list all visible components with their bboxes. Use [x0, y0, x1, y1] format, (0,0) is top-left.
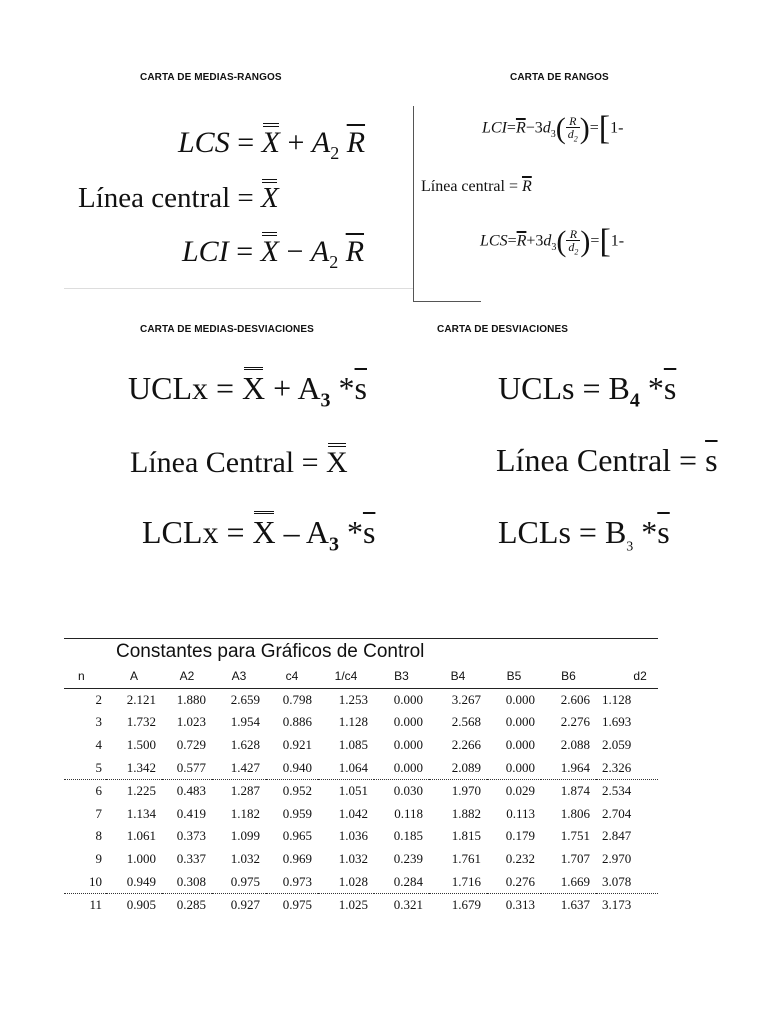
column-header-b6: B6 — [541, 665, 596, 688]
cell-a2: 0.285 — [162, 893, 212, 916]
column-header-b5: B5 — [487, 665, 541, 688]
cell-1-c4: 1.253 — [338, 691, 368, 707]
bottom-divider — [413, 301, 481, 302]
column-header-c4: c4 — [266, 665, 318, 688]
cell-1-c4: 1.025 — [318, 893, 374, 916]
table-title: Constantes para Gráficos de Control — [64, 639, 658, 666]
heading-medias-desviaciones: CARTA DE MEDIAS-DESVIACIONES — [140, 324, 314, 335]
cell-c4: 0.959 — [282, 805, 312, 821]
formula-central-rangos: Línea central = $\overline{R}$ — [421, 178, 532, 195]
vertical-divider — [413, 106, 414, 302]
cell-b6: 2.606 — [560, 691, 590, 707]
cell-b3: 0.185 — [393, 828, 423, 844]
cell-a2: 0.729 — [176, 737, 206, 753]
cell-c4: 0.952 — [266, 779, 318, 802]
table-row — [64, 779, 658, 802]
central-label: Línea central — [78, 182, 231, 214]
cell-b3: 0.000 — [393, 737, 423, 753]
cell-b4: 1.970 — [429, 779, 487, 802]
cell-a3: 1.287 — [212, 779, 266, 802]
cell-b4: 3.267 — [451, 691, 481, 707]
formula-ucl-x: UCLx = $X + A_3$ $*\overline{s}$ — [128, 370, 367, 412]
cell-b3: 0.000 — [393, 759, 423, 775]
cell-a: 0.905 — [106, 893, 162, 916]
cell-b5: 0.313 — [487, 893, 541, 916]
cell-a3: 2.659 — [230, 691, 260, 707]
cell-c4: 0.798 — [282, 691, 312, 707]
table-row — [64, 734, 658, 757]
cell-a2: 0.337 — [176, 851, 206, 867]
table-row — [64, 870, 658, 893]
cell-b4: 2.266 — [451, 737, 481, 753]
cell-b5: 0.232 — [505, 851, 535, 867]
lcs-label: LCS — [178, 126, 230, 159]
cell-n: 3 — [95, 714, 102, 730]
r-central-label: Línea central — [421, 178, 505, 195]
cell-b4: 1.761 — [451, 851, 481, 867]
cell-1-c4: 1.051 — [318, 779, 374, 802]
cell-d2: 2.059 — [602, 737, 632, 753]
cell-1-c4: 1.064 — [338, 759, 368, 775]
cell-a2: 0.308 — [176, 873, 206, 889]
cell-a3: 1.099 — [230, 828, 260, 844]
cell-b3: 0.030 — [374, 779, 429, 802]
cell-d2: 2.534 — [596, 779, 658, 802]
cell-b5: 0.000 — [505, 737, 535, 753]
cell-b6: 1.964 — [560, 759, 590, 775]
cell-a: 1.000 — [126, 851, 156, 867]
formula-lcl-s: LCLs = $B_3$ $*\overline{s}$ — [498, 514, 670, 555]
formula-lci-medias: LCI = $X - A_2$ $\overline{R}$ — [182, 235, 365, 272]
cell-b3: 0.239 — [393, 851, 423, 867]
cell-b6: 1.874 — [541, 779, 596, 802]
formula-central-x: Línea Central = X — [130, 446, 348, 479]
cell-a: 1.732 — [126, 714, 156, 730]
formula-lci-rangos: $LCI=\overline{R}-3d_3$( $\frac{R}{d_2}$ )=[1- — [482, 110, 624, 147]
lcl-s-label: LCLs — [498, 514, 571, 550]
formula-central-medias: Línea central = X — [78, 182, 279, 214]
ucl-s-label: UCLs — [498, 370, 575, 406]
cell-d2: 1.128 — [602, 691, 632, 707]
cell-d2: 2.970 — [602, 851, 632, 867]
cell-b3: 0.321 — [374, 893, 429, 916]
table-row — [64, 711, 658, 734]
heading-medias-rangos: CARTA DE MEDIAS-RANGOS — [140, 72, 282, 83]
r-lcs-label: LCS — [480, 232, 508, 250]
table-row — [64, 848, 658, 871]
cell-b6: 2.276 — [560, 714, 590, 730]
cell-a2: 0.483 — [162, 779, 212, 802]
cell-a3: 1.628 — [230, 737, 260, 753]
cell-b4: 1.679 — [429, 893, 487, 916]
md-central-label: Línea Central — [130, 446, 295, 479]
cell-a3: 1.032 — [230, 851, 260, 867]
cell-b3: 0.000 — [393, 691, 423, 707]
cell-n: 2 — [95, 691, 102, 707]
cell-1-c4: 1.042 — [338, 805, 368, 821]
cell-c4: 0.973 — [282, 873, 312, 889]
table-body — [64, 688, 658, 916]
lci-label: LCI — [182, 235, 229, 268]
cell-n: 4 — [95, 737, 102, 753]
table-row — [64, 756, 658, 779]
cell-b5: 0.000 — [505, 691, 535, 707]
cell-d2: 2.704 — [602, 805, 632, 821]
cell-b5: 0.000 — [505, 759, 535, 775]
formula-central-s: Línea Central = $\overline{s}$ — [496, 442, 718, 478]
constants-table — [64, 638, 658, 917]
d-central-label: Línea Central — [496, 442, 672, 478]
cell-b6: 1.707 — [560, 851, 590, 867]
cell-a3: 1.954 — [230, 714, 260, 730]
cell-a: 1.342 — [126, 759, 156, 775]
cell-b5: 0.000 — [505, 714, 535, 730]
table-row — [64, 803, 658, 826]
table-header-row — [64, 665, 658, 688]
cell-d2: 2.326 — [602, 759, 632, 775]
cell-1-c4: 1.128 — [338, 714, 368, 730]
cell-b4: 1.815 — [451, 828, 481, 844]
cell-1-c4: 1.028 — [338, 873, 368, 889]
cell-a2: 1.023 — [176, 714, 206, 730]
cell-b4: 2.089 — [451, 759, 481, 775]
column-header-a3: A3 — [212, 665, 266, 688]
cell-b6: 2.088 — [560, 737, 590, 753]
table-row — [64, 825, 658, 848]
cell-n: 5 — [95, 759, 102, 775]
cell-b4: 1.716 — [451, 873, 481, 889]
formula-lcl-x: LCLx = X – $A_3$ $*\overline{s}$ — [142, 514, 376, 556]
cell-c4: 0.965 — [282, 828, 312, 844]
cell-b5: 0.113 — [506, 805, 535, 821]
cell-b5: 0.179 — [505, 828, 535, 844]
cell-b6: 1.806 — [560, 805, 590, 821]
formula-lcs-medias: LCS = $X + A_2$ $\overline{R}$ — [178, 126, 366, 163]
cell-b4: 1.882 — [451, 805, 481, 821]
cell-d2: 3.173 — [596, 893, 658, 916]
separator-line — [64, 288, 414, 289]
cell-b3: 0.000 — [393, 714, 423, 730]
cell-a2: 0.577 — [176, 759, 206, 775]
cell-a: 1.134 — [126, 805, 156, 821]
cell-b6: 1.751 — [560, 828, 590, 844]
cell-b3: 0.118 — [394, 805, 423, 821]
cell-c4: 0.921 — [282, 737, 312, 753]
cell-b5: 0.029 — [487, 779, 541, 802]
cell-c4: 0.940 — [282, 759, 312, 775]
cell-b3: 0.284 — [393, 873, 423, 889]
cell-b6: 1.637 — [541, 893, 596, 916]
r-lci-label: LCI — [482, 119, 507, 137]
cell-a: 2.121 — [126, 691, 156, 707]
table-row — [64, 688, 658, 711]
cell-a: 1.225 — [106, 779, 162, 802]
cell-c4: 0.969 — [282, 851, 312, 867]
formula-ucl-s: UCLs = $B_4$ $*\overline{s}$ — [498, 370, 677, 412]
cell-d2: 3.078 — [602, 873, 632, 889]
heading-rangos: CARTA DE RANGOS — [510, 72, 609, 83]
cell-b4: 2.568 — [451, 714, 481, 730]
cell-a: 1.500 — [126, 737, 156, 753]
cell-n: 8 — [95, 828, 102, 844]
cell-a: 1.061 — [126, 828, 156, 844]
cell-n: 9 — [95, 851, 102, 867]
formula-lcs-rangos: $LCS=\overline{R}+3d_3$( $\frac{R}{d_2}$ )=[1- — [480, 223, 625, 260]
cell-a3: 1.182 — [230, 805, 260, 821]
column-header-1-c4: 1/c4 — [318, 665, 374, 688]
cell-n: 11 — [64, 893, 106, 916]
lcl-x-label: LCLx — [142, 514, 219, 550]
cell-a2: 0.373 — [176, 828, 206, 844]
cell-a3: 0.927 — [212, 893, 266, 916]
cell-d2: 2.847 — [602, 828, 632, 844]
constants-table-container — [64, 638, 658, 958]
column-header-a2: A2 — [162, 665, 212, 688]
cell-c4: 0.975 — [266, 893, 318, 916]
cell-1-c4: 1.036 — [338, 828, 368, 844]
cell-a2: 0.419 — [176, 805, 206, 821]
cell-a: 0.949 — [126, 873, 156, 889]
cell-c4: 0.886 — [282, 714, 312, 730]
cell-d2: 1.693 — [602, 714, 632, 730]
column-header-n: n — [64, 665, 106, 688]
cell-n: 10 — [89, 873, 102, 889]
column-header-a: A — [106, 665, 162, 688]
cell-1-c4: 1.032 — [338, 851, 368, 867]
cell-b5: 0.276 — [505, 873, 535, 889]
cell-1-c4: 1.085 — [338, 737, 368, 753]
cell-a3: 0.975 — [230, 873, 260, 889]
cell-a2: 1.880 — [176, 691, 206, 707]
column-header-b3: B3 — [374, 665, 429, 688]
column-header-b4: B4 — [429, 665, 487, 688]
cell-n: 7 — [95, 805, 102, 821]
table-row — [64, 893, 658, 916]
heading-desviaciones: CARTA DE DESVIACIONES — [437, 324, 569, 335]
ucl-x-label: UCLx — [128, 370, 208, 406]
column-header-d2: d2 — [596, 665, 658, 688]
cell-b6: 1.669 — [560, 873, 590, 889]
cell-n: 6 — [64, 779, 106, 802]
cell-a3: 1.427 — [230, 759, 260, 775]
